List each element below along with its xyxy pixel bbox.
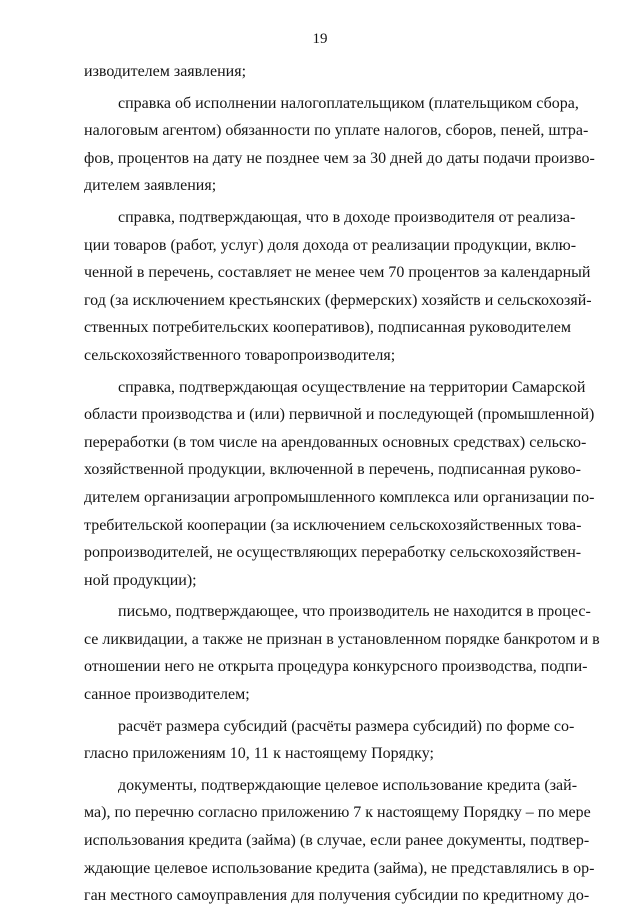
text-line: налоговым агентом) обязанности по уплате налогов, сборов, пеней, штра- <box>84 122 589 140</box>
text-line: использования кредита (займа) (в случае, если ранее документы, подтвер- <box>84 832 590 850</box>
document-body <box>84 58 600 910</box>
paragraph <box>84 58 569 86</box>
text-line: отношении него не открыта процедура конкурсного производства, подпи- <box>84 658 588 676</box>
text-line: расчёт размера субсидий (расчёты размера субсидий) по форме со- <box>118 717 575 735</box>
text-line: се ликвидации, а также не признан в установленном порядке банкротом и в <box>84 630 600 648</box>
text-line: год (за исключением крестьянских (фермерских) хозяйств и сельскохозяй- <box>84 291 592 309</box>
paragraph <box>84 713 575 768</box>
text-line: переработки (в том числе на арендованных основных средствах) сельско- <box>84 433 587 451</box>
text-line: ждающие целевое использование кредита (займа), не представлялись в ор- <box>84 859 595 877</box>
text-line: ропроизводителей, не осуществляющих переработку сельскохозяйствен- <box>84 544 582 562</box>
text-line: ченной в перечень, составляет не менее чем 70 процентов за календарный <box>84 264 591 282</box>
text-line: требительской кооперации (за исключением сельскохозяйственных това- <box>84 516 582 534</box>
text-line: гласно приложениям 10, 11 к настоящему Порядку; <box>84 745 434 763</box>
text-line: ственных потребительских кооперативов), подписанная руководителем <box>84 319 571 337</box>
text-line: ма), по перечню согласно приложению 7 к настоящему Порядку – по мере <box>84 804 591 822</box>
text-line: справка об исполнении налогоплательщиком (плательщиком сбора, <box>118 94 579 112</box>
text-line: сельскохозяйственного товаропроизводителя; <box>84 346 396 364</box>
paragraph <box>84 772 595 910</box>
paragraph <box>84 90 595 200</box>
paragraph <box>84 374 595 595</box>
text-line: ции товаров (работ, услуг) доля дохода от реализации продукции, вклю- <box>84 236 577 254</box>
text-line: справка, подтверждающая, что в доходе производителя от реализа- <box>118 208 576 226</box>
text-line: ган местного самоуправления для получения субсидии по кредитному до- <box>84 887 590 905</box>
text-line: дителем заявления; <box>84 177 217 195</box>
paragraph <box>84 204 592 370</box>
text-line: фов, процентов на дату не позднее чем за 30 дней до даты подачи произво- <box>84 149 595 167</box>
text-line: справка, подтверждающая осуществление на территории Самарской <box>118 378 586 396</box>
paragraph <box>84 598 600 708</box>
text-line: дителем организации агропромышленного комплекса или организации по- <box>84 488 595 506</box>
text-line: области производства и (или) первичной и последующей (промышленной) <box>84 406 595 424</box>
text-line: санное производителем; <box>84 686 250 704</box>
text-line: письмо, подтверждающее, что производитель не находится в процес- <box>118 603 591 621</box>
page-number: 19 <box>312 31 328 47</box>
text-line: хозяйственной продукции, включенной в перечень, подписанная руково- <box>84 461 581 479</box>
text-line: ной продукции); <box>84 571 197 589</box>
text-line: документы, подтверждающие целевое использование кредита (зай- <box>118 776 578 794</box>
text-line: изводителем заявления; <box>84 63 247 80</box>
